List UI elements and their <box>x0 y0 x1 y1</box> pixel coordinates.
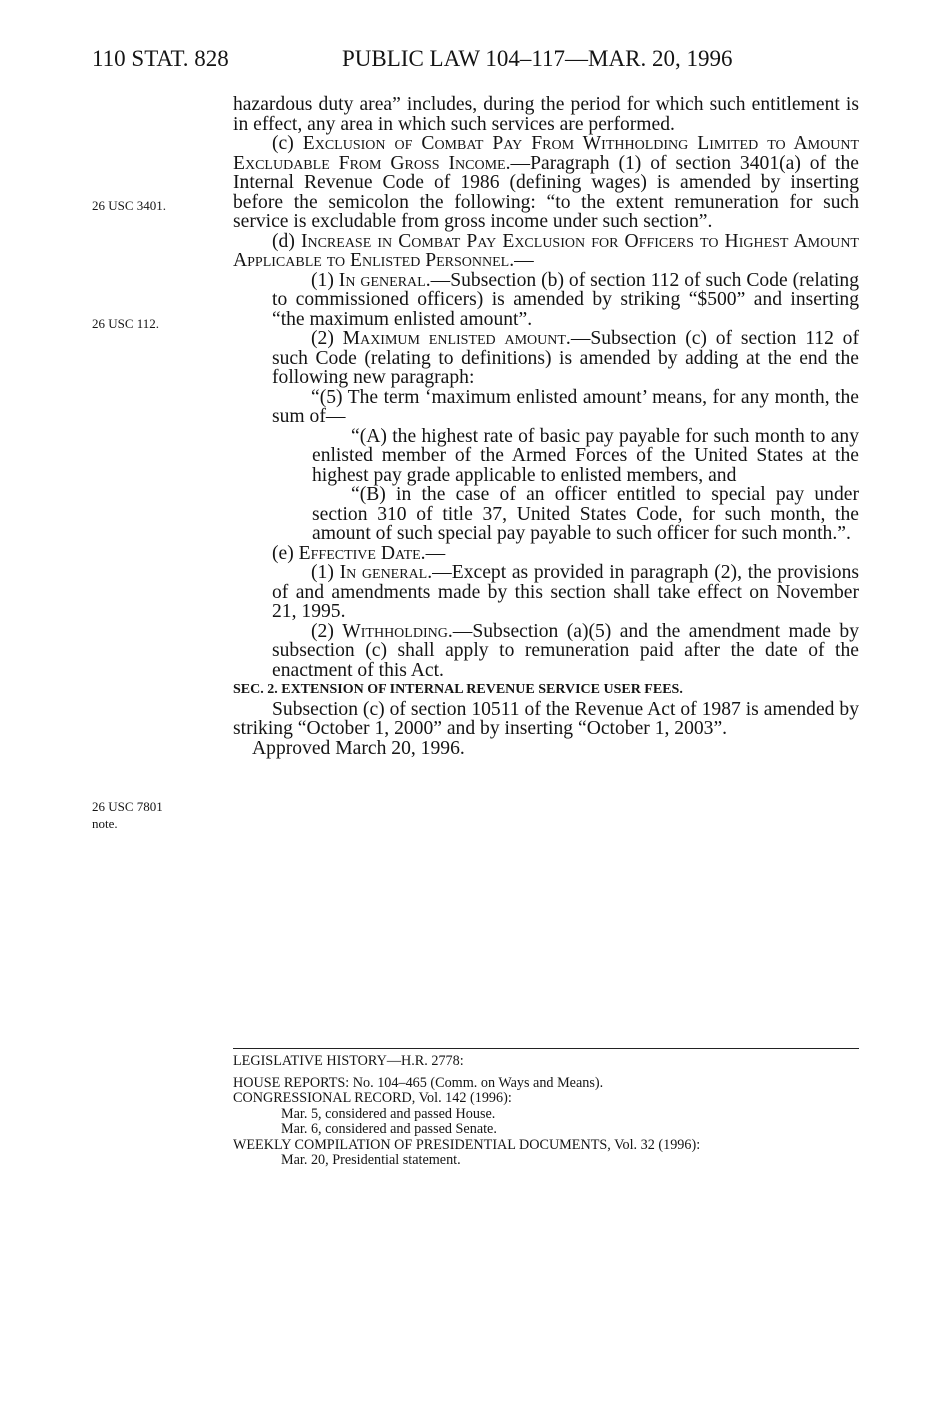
weekly-compilation: WEEKLY COMPILATION OF PRESIDENTIAL DOCUMENTS, Vol. 32 (1996): <box>233 1136 701 1153</box>
paragraph-e1-heading: In general. <box>339 562 433 583</box>
paragraph-d1-number: (1) <box>311 269 339 291</box>
legislative-history <box>233 1048 859 1169</box>
congressional-record-entry-2: Mar. 6, considered and passed Senate. <box>281 1121 497 1137</box>
house-reports: HOUSE REPORTS: No. 104–465 (Comm. on Ways and Means). <box>233 1074 604 1091</box>
public-law-header: PUBLIC LAW 104–117—MAR. 20, 1996 <box>342 46 733 71</box>
subsection-c-number: (c) <box>272 133 303 154</box>
subsection-e-dash: — <box>425 542 446 564</box>
approval-date: Approved March 20, 1996. <box>252 737 465 759</box>
paragraph-e2-heading: Withholding. <box>342 620 453 642</box>
subsection-d <box>233 232 859 271</box>
paragraph-e1 <box>233 563 859 622</box>
margin-note-26-usc-7801 <box>92 798 163 832</box>
paragraph-hazardous-duty: hazardous duty area” includes, during the period for which such entitlement is in effect, any area in which such services are performed. <box>233 94 859 135</box>
congressional-record-entry-1: Mar. 5, considered and passed House. <box>281 1105 496 1122</box>
paragraph-d1 <box>233 271 859 330</box>
margin-note-line-1: 26 USC 7801 <box>92 799 163 814</box>
subsection-c <box>233 134 859 232</box>
margin-note-26-usc-112: 26 USC 112. <box>92 316 160 331</box>
paragraph-e1-text: —Except as provided in paragraph (2), the provisions of and amendments made by this section shall take effect on November 21, 1995. <box>272 562 859 622</box>
legislative-history-title: LEGISLATIVE HISTORY—H.R. 2778: <box>233 1053 464 1069</box>
subsection-d-heading: Increase in Combat Pay Exclusion for Officers to Highest Amount Applicable to Enlisted Personnel. <box>233 230 859 271</box>
paragraph-e2-number: (2) <box>311 620 343 642</box>
main-text <box>233 95 859 758</box>
section-2-text: Subsection (c) of section 10511 of the Revenue Act of 1987 is amended by striking “October 1, 2000” and by inserting “October 1, 2003”. <box>233 698 859 739</box>
subsection-c-heading: Exclusion of Combat Pay From Withholding Limited to Amount Excludable From Gross Income. <box>233 133 859 174</box>
subsection-d-number: (d) <box>272 230 301 252</box>
subsection-e <box>233 544 859 564</box>
paragraph-e2 <box>233 622 859 681</box>
margin-note-26-usc-3401: 26 USC 3401. <box>92 198 167 213</box>
paragraph-d1-heading: In general. <box>338 269 431 291</box>
weekly-compilation-entry: Mar. 20, Presidential statement. <box>281 1152 461 1168</box>
paragraph-d2 <box>233 329 859 388</box>
paragraph-d2-heading: Maximum enlisted amount. <box>342 328 571 349</box>
section-2-heading: SEC. 2. EXTENSION OF INTERNAL REVENUE SERVICE USER FEES. <box>233 682 683 697</box>
subsection-e-heading: Effective Date. <box>298 542 426 564</box>
margin-note-line-2: note. <box>92 816 118 831</box>
paragraph-e1-number: (1) <box>311 562 340 583</box>
legislative-history-rule <box>233 1048 859 1049</box>
paragraph-d1-text: —Subsection (b) of section 112 of such Code (relating to commissioned officers) is amended by striking “$500” and inserting “the maximum enlisted amount”. <box>272 269 860 330</box>
paragraph-d2-text: —Subsection (c) of section 112 of such Code (relating to definitions) is amended by adding at the end the following new paragraph: <box>272 328 859 388</box>
subsection-e-number: (e) <box>272 542 299 564</box>
page-stat-number: 110 STAT. 828 <box>92 46 229 71</box>
congressional-record: CONGRESSIONAL RECORD, Vol. 142 (1996): <box>233 1090 512 1106</box>
paragraph-e2-text: —Subsection (a)(5) and the amendment made by subsection (c) shall apply to remuneration paid after the date of the enactment of this Act. <box>272 620 859 681</box>
quoted-subparagraph-b: “(B) in the case of an officer entitled to special pay under section 310 of title 37, United States Code, for such month, the amount of such special pay payable to such officer for such month.”. <box>312 484 859 544</box>
quoted-paragraph-5: “(5) The term ‘maximum enlisted amount’ means, for any month, the sum of— <box>272 386 859 427</box>
subsection-c-text: —Paragraph (1) of section 3401(a) of the Internal Revenue Code of 1986 (defining wages) is amended by inserting before the semicolon the following: “to the extent remuneration for such service is excludable from gross income under such section”. <box>233 152 859 232</box>
quoted-subparagraph-a: “(A) the highest rate of basic pay payable for such month to any enlisted member of the Armed Forces of the United States at the highest pay grade applicable to enlisted members, and <box>312 425 859 486</box>
paragraph-d2-number: (2) <box>311 328 343 349</box>
subsection-d-dash: — <box>514 250 534 271</box>
